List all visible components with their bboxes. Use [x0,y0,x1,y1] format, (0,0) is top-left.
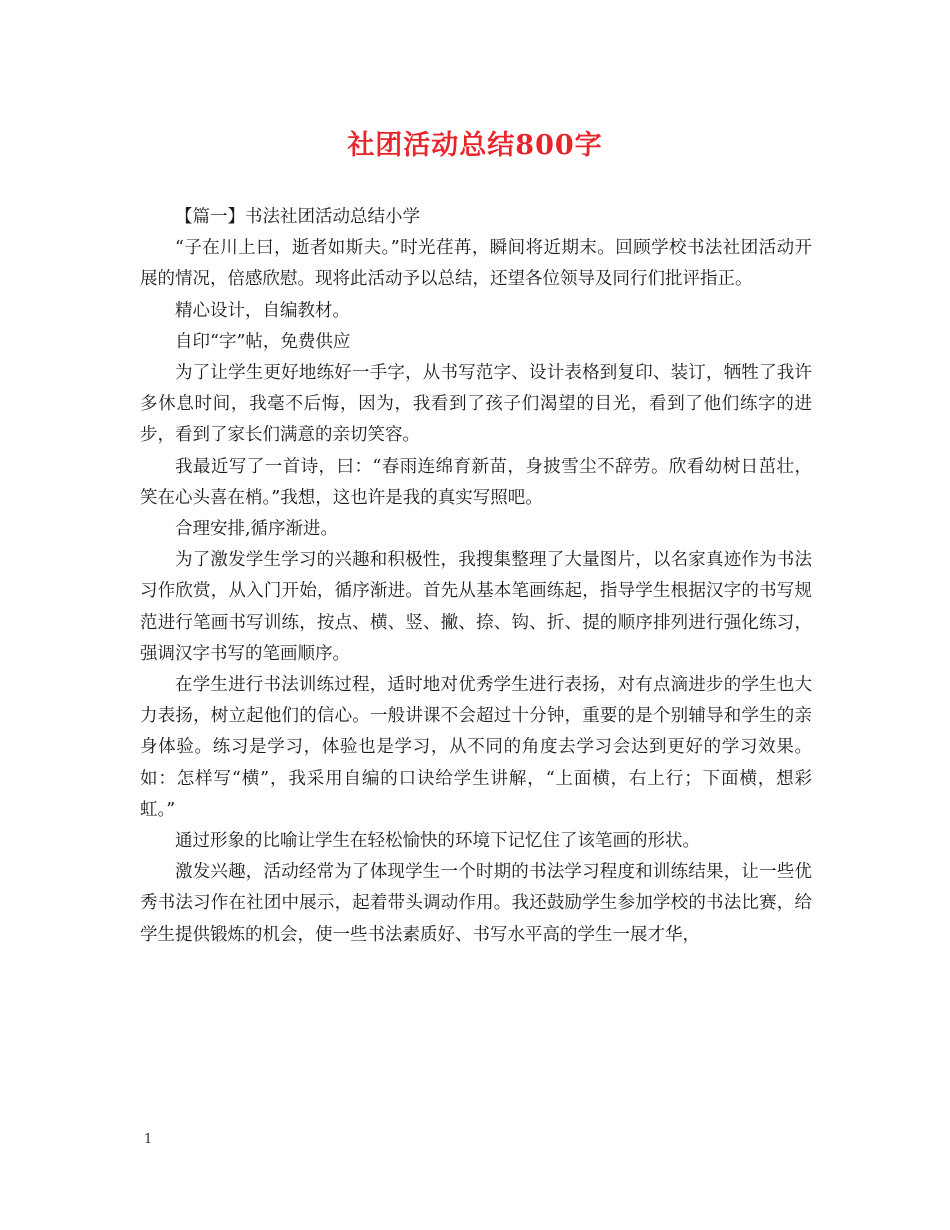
paragraph: 激发兴趣，活动经常为了体现学生一个时期的书法学习程度和训练结果，让一些优秀书法习作在社团中展示，起着带头调动作用。我还鼓励学生参加学校的书法比赛，给学生提供锻炼的机会，使一些书法素质好、书写水平高的学生一展才华， [140,862,812,945]
paragraph-subheading: 合理安排,循序渐进。 [175,519,339,540]
paragraph-section-heading: 【篇一】书法社团活动总结小学 [175,207,420,227]
paragraph: “子在川上曰，逝者如斯夫。”时光荏苒，瞬间将近期末。回顾学校书法社团活动开展的情况，倍感欣慰。现将此活动予以总结，还望各位领导及同行们批评指正。 [140,238,812,290]
paragraph-subheading: 自印“字”帖，免费供应 [175,331,351,352]
document-title: 社团活动总结800字 [347,130,603,161]
paragraph-subheading: 精心设计，自编教材。 [175,300,350,321]
paragraph: 在学生进行书法训练过程，适时地对优秀学生进行表扬，对有点滴进步的学生也大力表扬，树立起他们的信心。一般讲课不会超过十分钟，重要的是个别辅导和学生的亲身体验。练习是学习，体验也是学习，从不同的角度去学习会达到更好的学习效果。如：怎样写“横”，我采用自编的口诀给学生讲解，“上面横，右上行；下面横，想彩虹。” [140,675,812,820]
paragraph: 我最近写了一首诗，曰：“春雨连绵育新苗，身披雪尘不辞劳。欣看幼树日茁壮，笑在心头喜在梢。”我想，这也许是我的真实写照吧。 [140,456,812,508]
page-number: 1 [144,1132,153,1147]
paragraph: 为了激发学生学习的兴趣和积极性，我搜集整理了大量图片，以名家真迹作为书法习作欣赏，从入门开始，循序渐进。首先从基本笔画练起，指导学生根据汉字的书写规范进行笔画书写训练，按点、横、竖、撇、捺、钩、折、提的顺序排列进行强化练习，强调汉字书写的笔画顺序。 [140,550,812,664]
document-body [140,202,812,951]
paragraph: 为了让学生更好地练好一手字，从书写范字、设计表格到复印、装订，牺牲了我许多休息时间，我毫不后悔，因为，我看到了孩子们渴望的目光，看到了他们练字的进步，看到了家长们满意的亲切笑容。 [140,363,812,446]
paragraph: 通过形象的比喻让学生在轻松愉快的环境下记忆住了该笔画的形状。 [175,831,700,852]
